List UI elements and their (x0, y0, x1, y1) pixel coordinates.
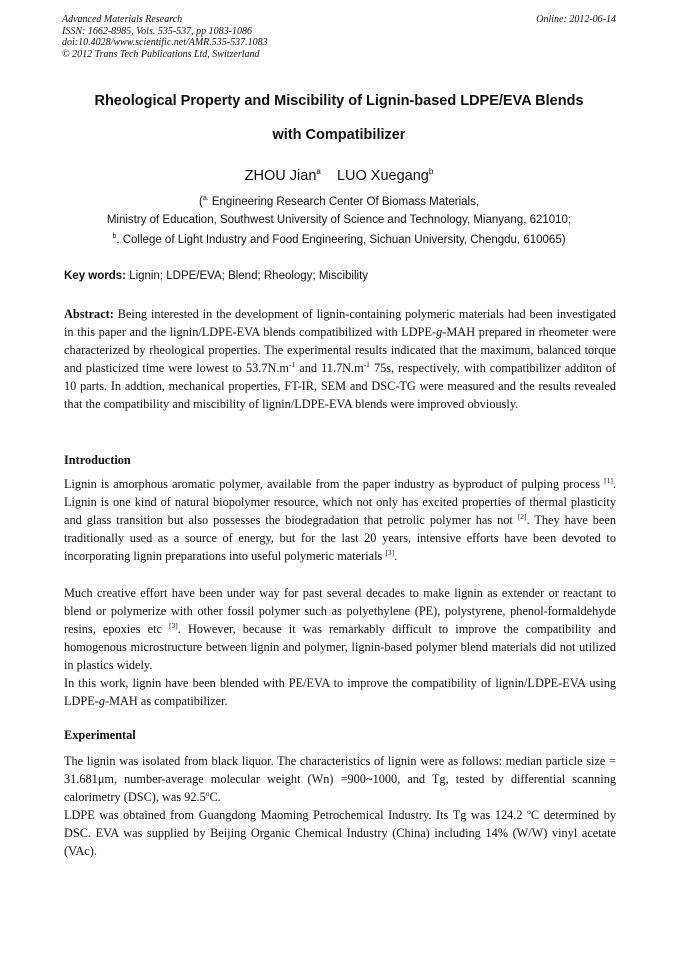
experimental-paragraph-2: LDPE was obtained from Guangdong Maoming Petrochemical Industry. Its Tg was 124.2 $^o$C determined by DSC. EVA was supplied by Beijing Organic Chemical Industry (China) including 14% (W/W) vinyl acetate (VAc). (64, 806, 616, 859)
journal-header (62, 14, 616, 60)
author-2: LUO Xuegang (336, 167, 429, 184)
keywords-label: Key words: (64, 270, 126, 282)
paper-title-line-1: Rheological Property and Miscibility of Lignin-based LDPE/EVA Blends (94, 93, 584, 109)
introduction-paragraph-3: In this work, lignin have been blended with PE/EVA to improve the compatibility of lignin/LDPE-EVA using LDPE-g-MAH as compatibilizer. (64, 676, 616, 709)
experimental-paragraph-1: The lignin was isolated from black liquor. The characteristics of lignin were as follows: median particle size = 31.681μm, number-average molecular weight (Wn) =900~1000, and Tg, tested by differential scanning calorimetry (DSC), was 92.5$^o$C. (64, 754, 616, 805)
keywords (64, 270, 368, 282)
author-1: ZHOU Jian (244, 167, 317, 184)
online-date: Online: 2012-06-14 (536, 14, 616, 25)
author-2-affil-mark: b (428, 167, 434, 176)
doi-line: doi:10.4028/www.scientific.net/AMR.535-537.1083 (62, 37, 268, 48)
issn-line: ISSN: 1662-8985, Vols. 535-537, pp 1083-1086 (62, 25, 252, 37)
introduction-paragraph-2: Much creative effort have been under way for past several decades to make lignin as extender or reactant to blend or polymerize with other fossil polymer such as polyethylene (PE), polystyrene, phenol-formaldehyde resins, epoxies etc [3]. However, because it was remarkably difficult to improve the compatibility and homogenous microstructure between lignin and polymer, lignin-based polymer blend materials did not utilized in plastics widely. (64, 586, 616, 673)
abstract: Abstract: Being interested in the development of lignin-containing polymeric materials had been investigated in this paper and the lignin/LDPE-EVA blends compatibilized with LDPE-g-MAH prepared in rheometer were characterized by rheological properties. The experimental results indicated that the maximum, balanced torque and plasticized time were lowest to $53.7N.m^{-1}$ and $11.7N.m^{-1}$ 75s, respectively, with compatibilizer additon of 10 parts. In addtion, mechanical properties, FT-IR, SEM and DSC-TG were measured and the results revealed that the compatibility and miscibility of lignin/LDPE-EVA blends were improved obviously. (64, 307, 616, 412)
keywords-text: Lignin; LDPE/EVA; Blend; Rheology; Miscibility (126, 270, 369, 282)
affiliation-line-3: $^b$. College of Light Industry and Food Engineering, Sichuan University, Chengdu, 610065) (112, 233, 566, 246)
experimental-heading: Experimental (64, 728, 136, 742)
affiliation-line-2: Ministry of Education, Southwest University of Science and Technology, Mianyang, 621010; (106, 214, 572, 226)
authors (0, 167, 678, 184)
introduction-paragraph-1: Lignin is amorphous aromatic polymer, available from the paper industry as byproduct of pulping process [1]. Lignin is one kind of natural biopolymer resource, which not only has excited properties of thermal plasticity and glass transition but also possesses the biodegradation that petrolic polymer has not [2]. They have been traditionally used as a source of energy, but for the last 20 years, intensive efforts have been devoted to incorporating lignin preparations into useful polymeric materials [3]. (64, 475, 616, 564)
journal-name: Advanced Materials Research (62, 14, 183, 25)
affiliation-line-1: ($^{a.}$ Engineering Research Center Of Biomass Materials, (198, 195, 480, 208)
copyright-line: © 2012 Trans Tech Publications Ltd, Switzerland (62, 48, 260, 60)
author-1-affil-mark: a (316, 167, 321, 176)
introduction-heading: Introduction (64, 453, 131, 467)
paper-title-line-2: with Compatibilizer (272, 127, 406, 143)
abstract-label: Abstract: (64, 307, 114, 321)
